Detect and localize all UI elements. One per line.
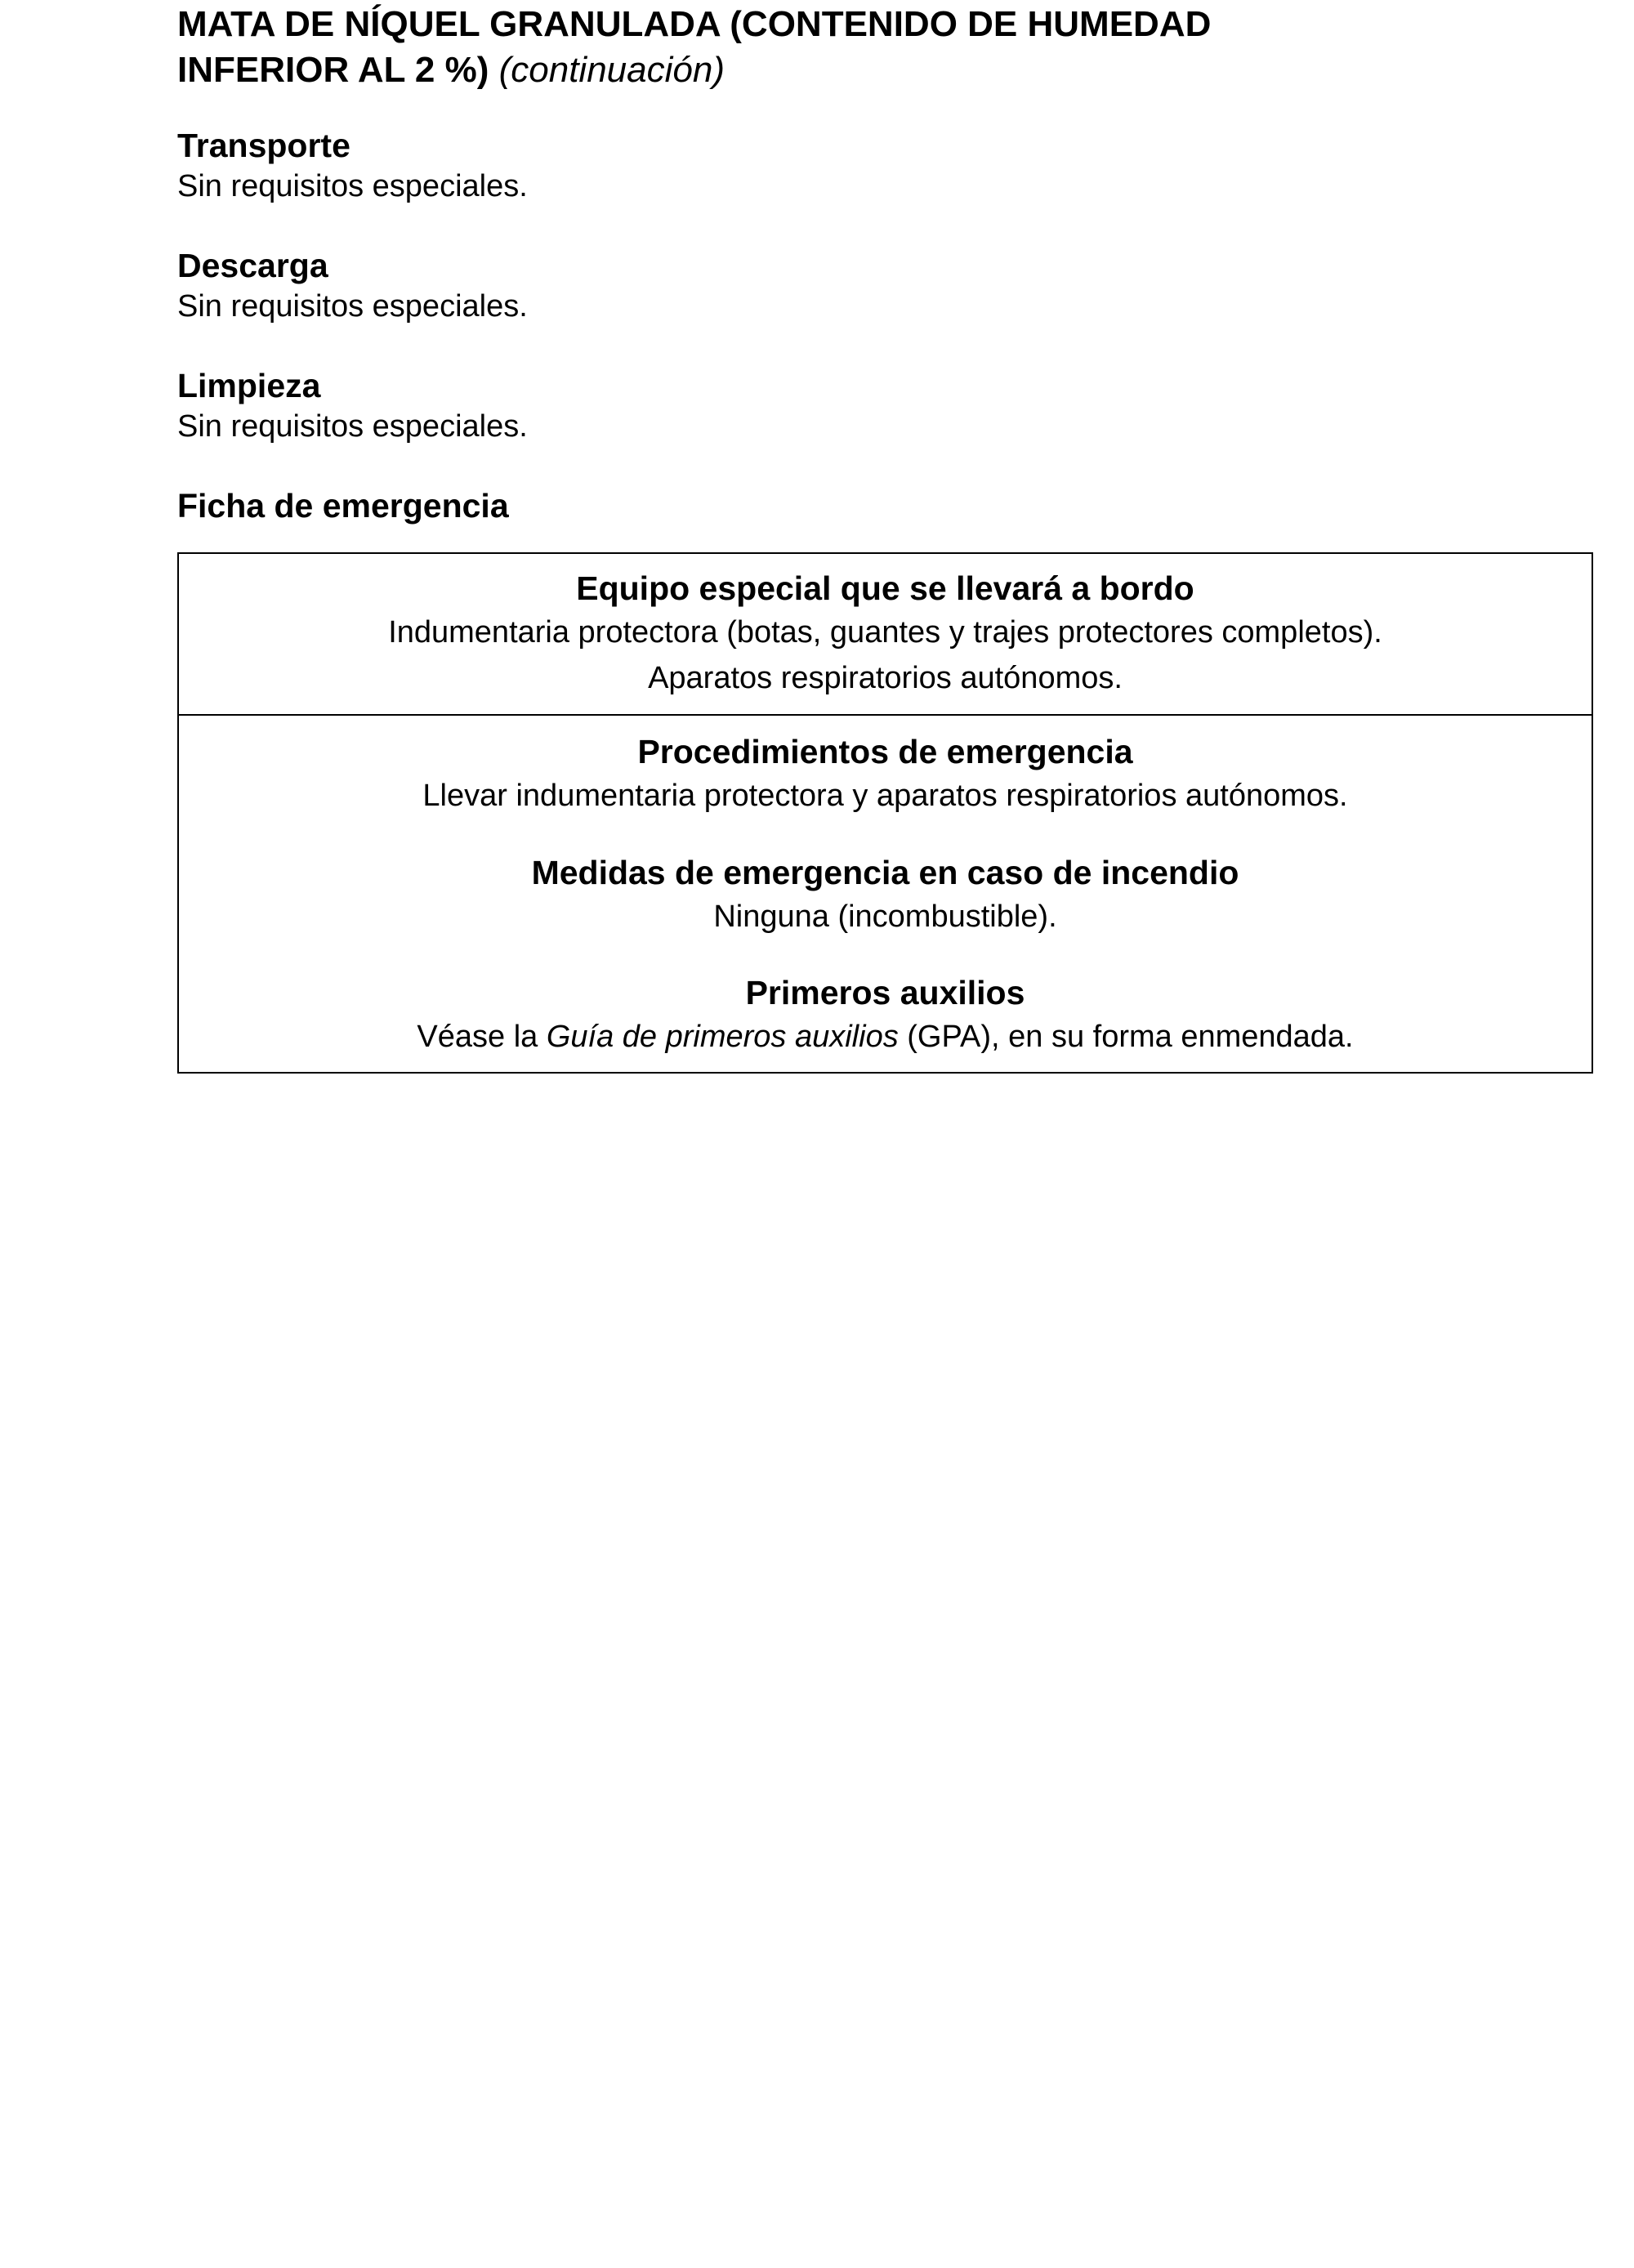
section-text: Sin requisitos especiales. [177, 289, 528, 324]
auxilios-text [179, 1014, 1592, 1060]
auxilios-guide-title: Guía de primeros auxilios [546, 1020, 899, 1054]
title-line-2: INFERIOR AL 2 %) [177, 50, 489, 90]
title-line-1: MATA DE NÍQUEL GRANULADA (CONTENIDO DE HUMEDAD [177, 4, 1212, 44]
procedimientos-heading: Procedimientos de emergencia [637, 733, 1133, 770]
incendio-block [179, 851, 1592, 940]
section-limpieza [177, 365, 528, 447]
section-heading: Ficha de emergencia [177, 487, 509, 525]
document-page [177, 0, 1593, 1054]
section-heading: Descarga [177, 247, 328, 284]
incendio-text: Ninguna (incombustible). [713, 900, 1057, 934]
section-text: Sin requisitos especiales. [177, 409, 528, 444]
procedimientos-text: Llevar indumentaria protectora y aparatos respiratorios autónomos. [422, 779, 1348, 813]
document-title [177, 0, 1593, 93]
box-divider [179, 714, 1592, 716]
section-text: Sin requisitos especiales. [177, 169, 528, 203]
equipo-heading: Equipo especial que se llevará a bordo [576, 569, 1194, 607]
section-transporte [177, 125, 528, 207]
section-heading: Transporte [177, 127, 350, 164]
section-heading: Limpieza [177, 367, 321, 404]
equipo-line-1: Indumentaria protectora (botas, guantes y trajes protectores completos). [388, 615, 1382, 650]
equipo-especial-block [179, 567, 1592, 701]
auxilios-text-before: Véase la [417, 1020, 547, 1054]
auxilios-heading: Primeros auxilios [745, 974, 1025, 1011]
procedimientos-block [179, 730, 1592, 819]
incendio-heading: Medidas de emergencia en caso de incendio [531, 854, 1239, 891]
emergency-card [177, 552, 1593, 1074]
primeros-auxilios-block [179, 971, 1592, 1060]
section-descarga [177, 245, 528, 327]
auxilios-text-after: (GPA), en su forma enmendada. [898, 1020, 1354, 1054]
title-continuation: (continuación) [498, 50, 725, 90]
section-ficha-emergencia [177, 485, 509, 526]
equipo-line-2: Aparatos respiratorios autónomos. [648, 661, 1123, 695]
